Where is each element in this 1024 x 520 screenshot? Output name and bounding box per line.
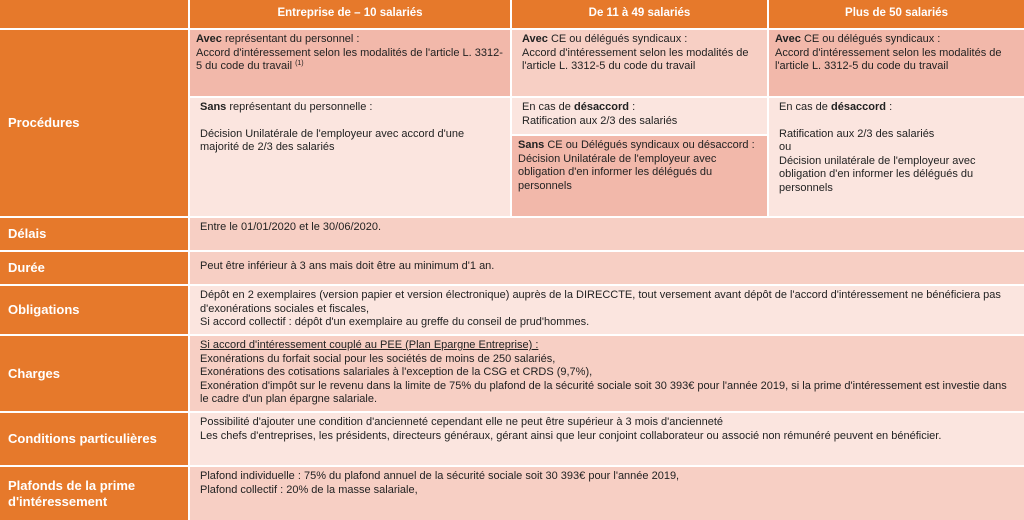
row-label-charges: Charges (0, 336, 188, 411)
procedure-mid-disagreement: En cas de désaccord : Ratification aux 2/3 des salariés (512, 98, 767, 134)
procedure-small-with-representative: Avec représentant du personnel : Accord d'intéressement selon les modalités de l'article L. 3312-5 du code du travail $^{(1)}$ (190, 30, 510, 96)
procedure-mid-without-union: Sans CE ou Délégués syndicaux ou désaccord : Décision Unilatérale de l'employeur avec obligation d'en informer les délégués du personnels (512, 136, 767, 216)
obligations-value: Dépôt en 2 exemplaires (version papier et version électronique) auprès de la DIRECCTE, tout versement avant dépôt de l'accord d'intéressement ne bénéficiera pas d'exonérations sociales et fiscales, Si accord collectif : dépôt d'un exemplaire au greffe du conseil de prud'hommes. (190, 286, 1024, 334)
charges-heading: Si accord d'intéressement couplé au PEE (Plan Epargne Entreprise) : (200, 339, 539, 351)
duree-value: Peut être inférieur à 3 ans mais doit être au minimum d'1 an. (190, 252, 1024, 284)
row-label-plafonds: Plafonds de la prime d'intéressement (0, 467, 188, 520)
procedure-large-with-union: Avec CE ou délégués syndicaux : Accord d'intéressement selon les modalités de l'article L. 3312-5 du code du travail (769, 30, 1024, 96)
row-label-procedures: Procédures (0, 30, 188, 216)
delais-value: Entre le 01/01/2020 et le 30/06/2020. (190, 218, 1024, 250)
procedure-small-without-representative: Sans représentant du personnelle : Décision Unilatérale de l'employeur avec accord d'une majorité de 2/3 des salariés (190, 98, 510, 216)
column-header-mid-companies: De 11 à 49 salariés (512, 0, 767, 28)
footnote-marker: (1) (295, 60, 304, 67)
procedure-large-disagreement: En cas de désaccord : Ratification aux 2/3 des salariés ou Décision unilatérale de l'employeur avec obligation d'en informer les délégués du personnels (769, 98, 1024, 216)
procedure-mid-with-union: Avec CE ou délégués syndicaux : Accord d'intéressement selon les modalités de l'article L. 3312-5 du code du travail (512, 30, 767, 96)
charges-value: Si accord d'intéressement couplé au PEE (Plan Epargne Entreprise) : Exonérations du forfait social pour les sociétés de moins de 250 salariés, Exonérations des cotisations salariales à l'exception de la CSG et CRDS (9,7%), Exonération d'impôt sur le revenu dans la limite de 75% du plafond de la sécurité sociale soit 30 393€ pour l'année 2019, si la prime d'intéressement est investie dans le cadre d'un plan épargne salariale. (190, 336, 1024, 411)
conditions-value: Possibilité d'ajouter une condition d'ancienneté cependant elle ne peut être supérieur à 3 mois d'ancienneté Les chefs d'entreprises, les présidents, directeurs généraux, gérant ainsi que leur conjoint collaborateur ou associé non rémunéré peuvent en bénéficier. (190, 413, 1024, 465)
row-label-conditions: Conditions particulières (0, 413, 188, 465)
row-label-duree: Durée (0, 252, 188, 284)
plafonds-value: Plafond individuelle : 75% du plafond annuel de la sécurité sociale soit 30 393€ pour l'année 2019, Plafond collectif : 20% de la masse salariale, (190, 467, 1024, 520)
column-header-small-companies: Entreprise de – 10 salariés (190, 0, 510, 28)
column-header-large-companies: Plus de 50 salariés (769, 0, 1024, 28)
row-label-delais: Délais (0, 218, 188, 250)
corner-header (0, 0, 188, 28)
row-label-obligations: Obligations (0, 286, 188, 334)
